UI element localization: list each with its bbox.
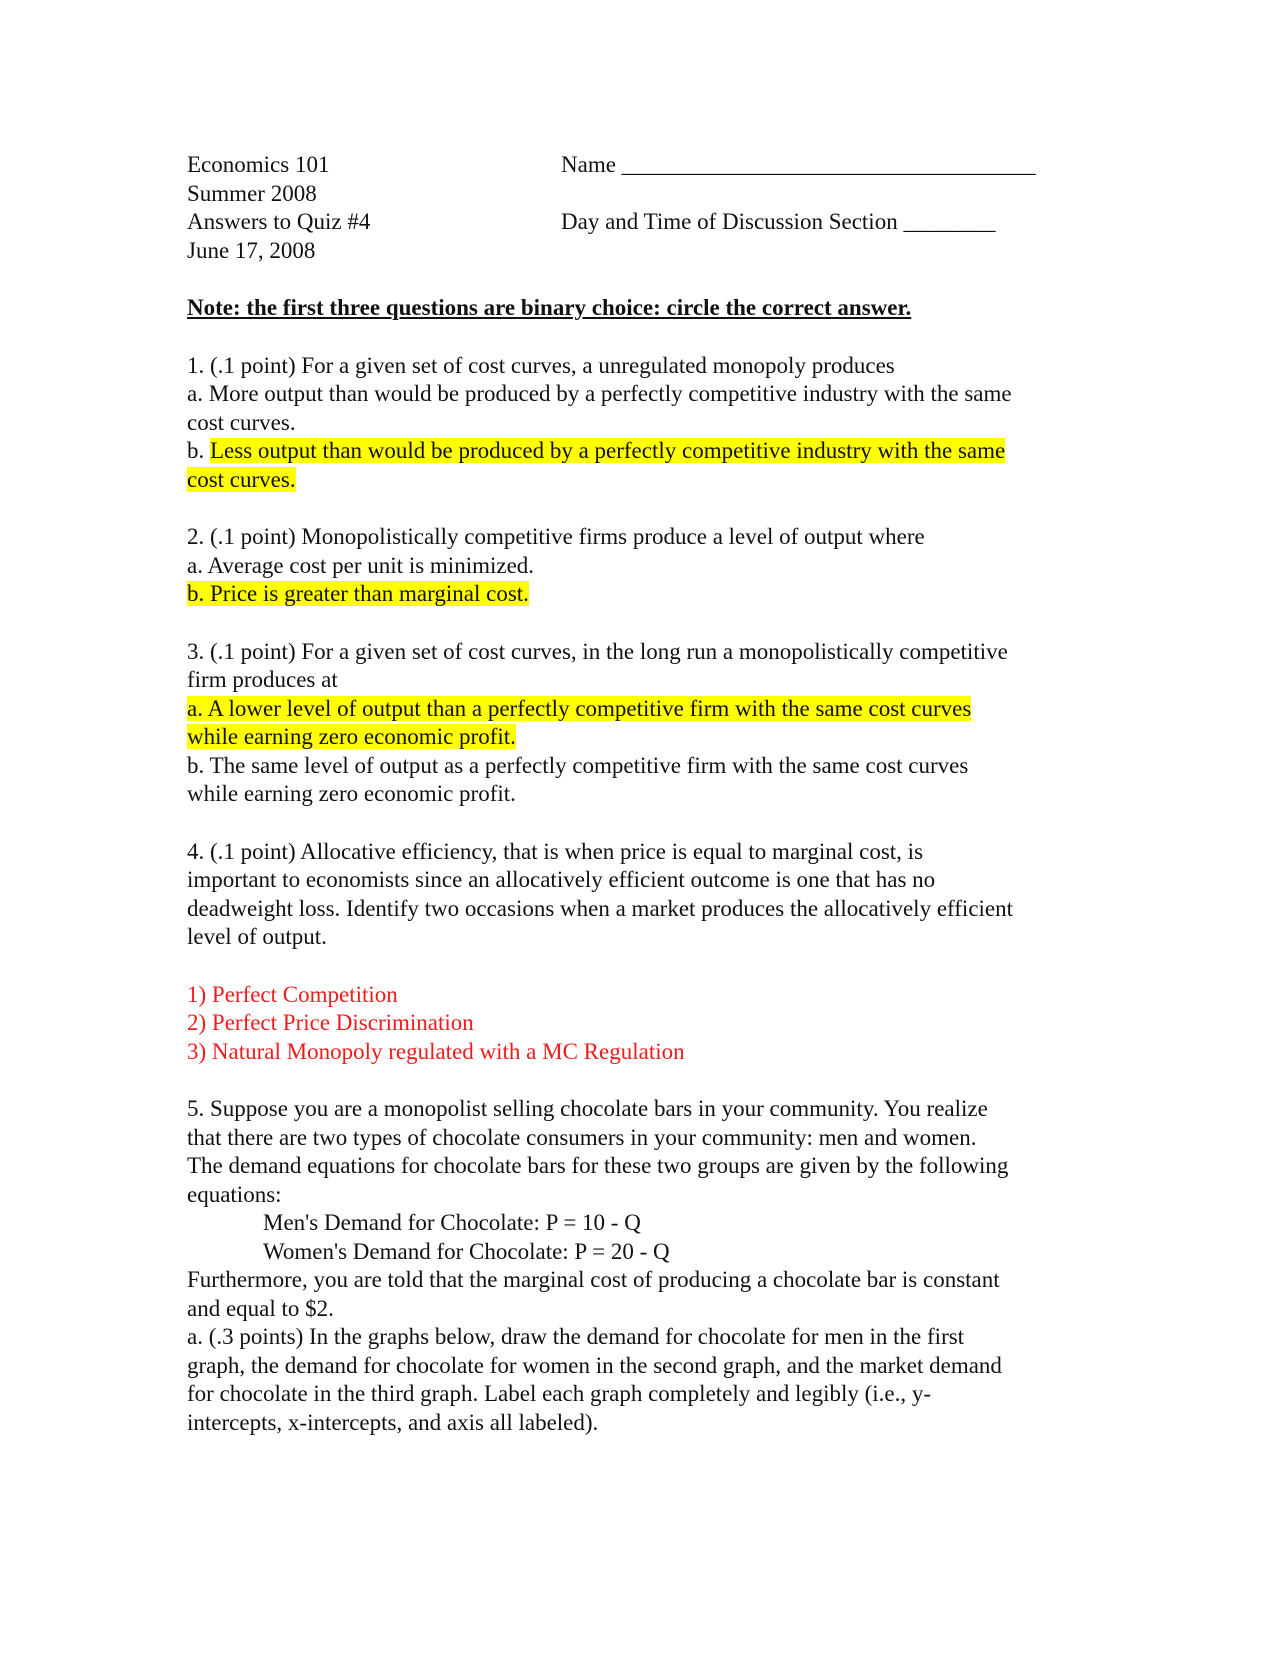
marginal-cost-line-2: and equal to $2.: [187, 1295, 334, 1321]
course-name: Economics 101: [187, 152, 330, 177]
question-4-line-1: 4. (.1 point) Allocative efficiency, that is when price is equal to marginal cost, is: [187, 838, 924, 864]
question-4-line-2: important to economists since an allocatively efficient outcome is one that has no: [187, 867, 936, 892]
question-5-line-4: equations:: [187, 1181, 282, 1207]
highlighted-answer: b. Price is greater than marginal cost.: [187, 581, 529, 606]
question-1-option-b: [187, 437, 1087, 466]
question-3-stem: 3. (.1 point) For a given set of cost curves, in the long run a monopolistically competitive: [187, 638, 1008, 664]
question-3-option-b: b. The same level of output as a perfectly competitive firm with the same cost curves: [187, 752, 969, 778]
quiz-date: June 17, 2008: [187, 237, 316, 263]
highlighted-answer-cont: cost curves.: [187, 466, 296, 492]
question-3-option-a: [187, 695, 1087, 724]
question-5-line-3: The demand equations for chocolate bars for these two groups are given by the following: [187, 1153, 1009, 1178]
question-3-stem-cont: firm produces at: [187, 667, 338, 692]
question-5-line-1: 5. Suppose you are a monopolist selling chocolate bars in your community. You realize: [187, 1096, 988, 1121]
question-5-line-2: that there are two types of chocolate consumers in your community: men and women.: [187, 1124, 977, 1150]
question-1: [187, 352, 1087, 495]
question-2: [187, 523, 1087, 609]
header-row-1: [187, 151, 1087, 180]
highlighted-answer-cont: while earning zero economic profit.: [187, 724, 516, 749]
quiz-title: Answers to Quiz #4: [187, 209, 371, 234]
question-1-option-a-cont: cost curves.: [187, 409, 296, 435]
term: Summer 2008: [187, 180, 317, 206]
quiz-document: [187, 151, 1087, 1437]
question-5a-line-2: graph, the demand for chocolate for women in the second graph, and the market demand: [187, 1352, 1002, 1378]
question-5a-line-1: a. (.3 points) In the graphs below, draw the demand for chocolate for men in the first: [187, 1324, 965, 1349]
question-4: [187, 838, 1087, 952]
question-2-option-b: [187, 580, 1087, 609]
question-3: [187, 638, 1087, 809]
highlighted-answer: Less output than would be produced by a perfectly competitive industry with the same: [210, 438, 1006, 463]
answer-item: 3) Natural Monopoly regulated with a MC Regulation: [187, 1038, 685, 1064]
question-3-option-a-cont: [187, 723, 1087, 752]
question-5a-line-3: for chocolate in the third graph. Label each graph completely and legibly (i.e., y-: [187, 1381, 932, 1406]
section-field-label: Day and Time of Discussion Section ________: [561, 209, 996, 234]
question-1-option-b-cont: [187, 466, 1087, 495]
question-5a-line-4: intercepts, x-intercepts, and axis all labeled).: [187, 1409, 599, 1435]
header-row-4: [187, 237, 1087, 266]
marginal-cost-line-1: Furthermore, you are told that the marginal cost of producing a chocolate bar is constant: [187, 1267, 1000, 1292]
answer-item: 2) Perfect Price Discrimination: [187, 1010, 474, 1035]
question-4-answers: [187, 981, 1087, 1067]
question-4-line-4: level of output.: [187, 924, 327, 949]
question-3-option-b-cont: while earning zero economic profit.: [187, 781, 516, 806]
question-2-stem: 2. (.1 point) Monopolistically competitive firms produce a level of output where: [187, 524, 925, 549]
men-demand-equation: Men's Demand for Chocolate: P = 10 - Q: [263, 1210, 641, 1235]
instructions-note: Note: the first three questions are binary choice: circle the correct answer.: [187, 295, 912, 320]
question-1-stem: 1. (.1 point) For a given set of cost curves, a unregulated monopoly produces: [187, 352, 895, 378]
header-row-3: [187, 208, 1087, 237]
highlighted-answer: a. A lower level of output than a perfectly competitive firm with the same cost curves: [187, 695, 972, 721]
question-5: [187, 1095, 1087, 1437]
answer-item: 1) Perfect Competition: [187, 981, 398, 1007]
question-2-option-a: a. Average cost per unit is minimized.: [187, 552, 535, 578]
question-1-option-a: a. More output than would be produced by a perfectly competitive industry with the same: [187, 381, 1012, 406]
header-row-2: [187, 180, 1087, 209]
question-4-line-3: deadweight loss. Identify two occasions when a market produces the allocatively efficient: [187, 895, 1014, 921]
women-demand-equation: Women's Demand for Chocolate: P = 20 - Q: [263, 1238, 670, 1264]
option-b-prefix: b.: [187, 438, 210, 463]
name-field-label: Name ____________________________________: [561, 152, 1036, 177]
